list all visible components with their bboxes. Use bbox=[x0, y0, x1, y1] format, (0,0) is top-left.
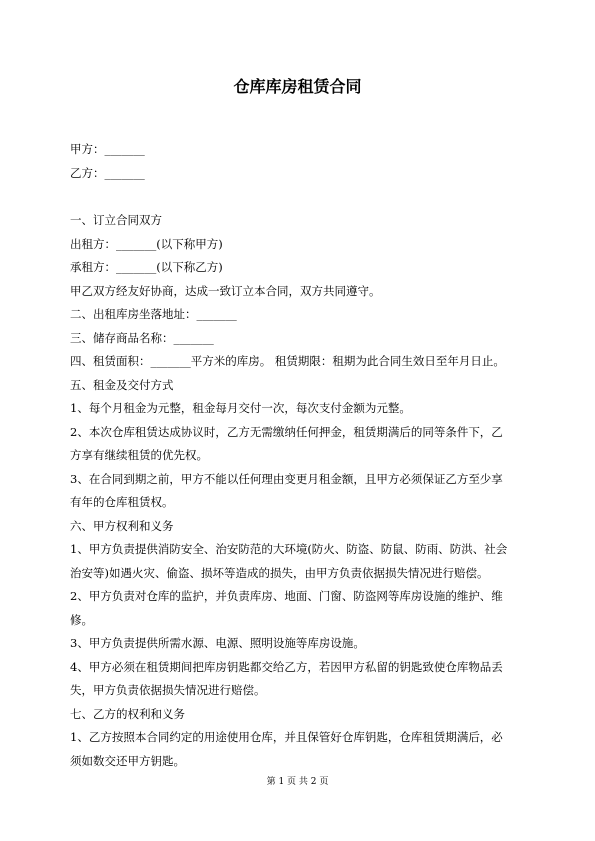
clause-6-2-line-1: 2、甲方负责对仓库的监护，并负责库房、地面、门窗、防盗网等库房设施的维护、维 bbox=[70, 589, 503, 603]
agreement-statement: 甲乙双方经友好协商，达成一致订立本合同，双方共同遵守。 bbox=[70, 284, 381, 298]
clause-7-1-line-2: 须如数交还甲方钥匙。 bbox=[70, 754, 185, 768]
document-title: 仓库库房租赁合同 bbox=[233, 77, 362, 96]
clause-6-1-line-1: 1、甲方负责提供消防安全、治安防范的大环境(防火、防盗、防鼠、防雨、防洪、社会 bbox=[70, 542, 508, 556]
page-number-footer: 第 1 页 共 2 页 bbox=[266, 777, 329, 787]
section-4-area-term: 四、租赁面积：_______平方米的库房。 租赁期限：租期为此合同生效日至年月日止。 bbox=[70, 354, 505, 368]
section-7-heading: 七、乙方的权利和义务 bbox=[70, 707, 185, 721]
lessor-line: 出租方：_______(以下称甲方) bbox=[70, 237, 223, 251]
clause-6-4-line-2: 失，甲方负责依据损失情况进行赔偿。 bbox=[70, 683, 266, 697]
clause-6-2-line-2: 修。 bbox=[70, 613, 93, 627]
lessee-line: 承租方：_______(以下称乙方) bbox=[70, 260, 223, 274]
section-3-goods: 三、储存商品名称：_______ bbox=[70, 331, 214, 345]
section-5-heading: 五、租金及交付方式 bbox=[70, 378, 174, 392]
clause-5-3-line-2: 有年的仓库租赁权。 bbox=[70, 495, 174, 509]
clause-6-1-line-2: 治安等)如遇火灾、偷盗、损坏等造成的损失，由甲方负责依据损失情况进行赔偿。 bbox=[70, 566, 489, 580]
clause-6-4-line-1: 4、甲方必须在租赁期间把库房钥匙都交给乙方，若因甲方私留的钥匙致使仓库物品丢 bbox=[70, 660, 503, 674]
party-b-line: 乙方：_______ bbox=[70, 166, 145, 180]
clause-7-1-line-1: 1、乙方按照本合同约定的用途使用仓库，并且保管好仓库钥匙，仓库租赁期满后，必 bbox=[70, 730, 503, 744]
section-6-heading: 六、甲方权利和义务 bbox=[70, 519, 174, 533]
section-2-address: 二、出租库房坐落地址：_______ bbox=[70, 307, 237, 321]
party-a-line: 甲方：_______ bbox=[70, 142, 145, 156]
section-1-heading: 一、订立合同双方 bbox=[70, 213, 162, 227]
clause-6-3: 3、甲方负责提供所需水源、电源、照明设施等库房设施。 bbox=[70, 636, 365, 650]
clause-5-2-line-2: 方享有继续租赁的优先权。 bbox=[70, 448, 208, 462]
clause-5-3-line-1: 3、在合同到期之前，甲方不能以任何理由变更月租金额，且甲方必须保证乙方至少享 bbox=[70, 472, 503, 486]
clause-5-1: 1、每个月租金为元整，租金每月交付一次，每次支付金额为元整。 bbox=[70, 401, 411, 415]
clause-5-2-line-1: 2、本次仓库租赁达成协议时，乙方无需缴纳任何押金，租赁期满后的同等条件下，乙 bbox=[70, 425, 503, 439]
